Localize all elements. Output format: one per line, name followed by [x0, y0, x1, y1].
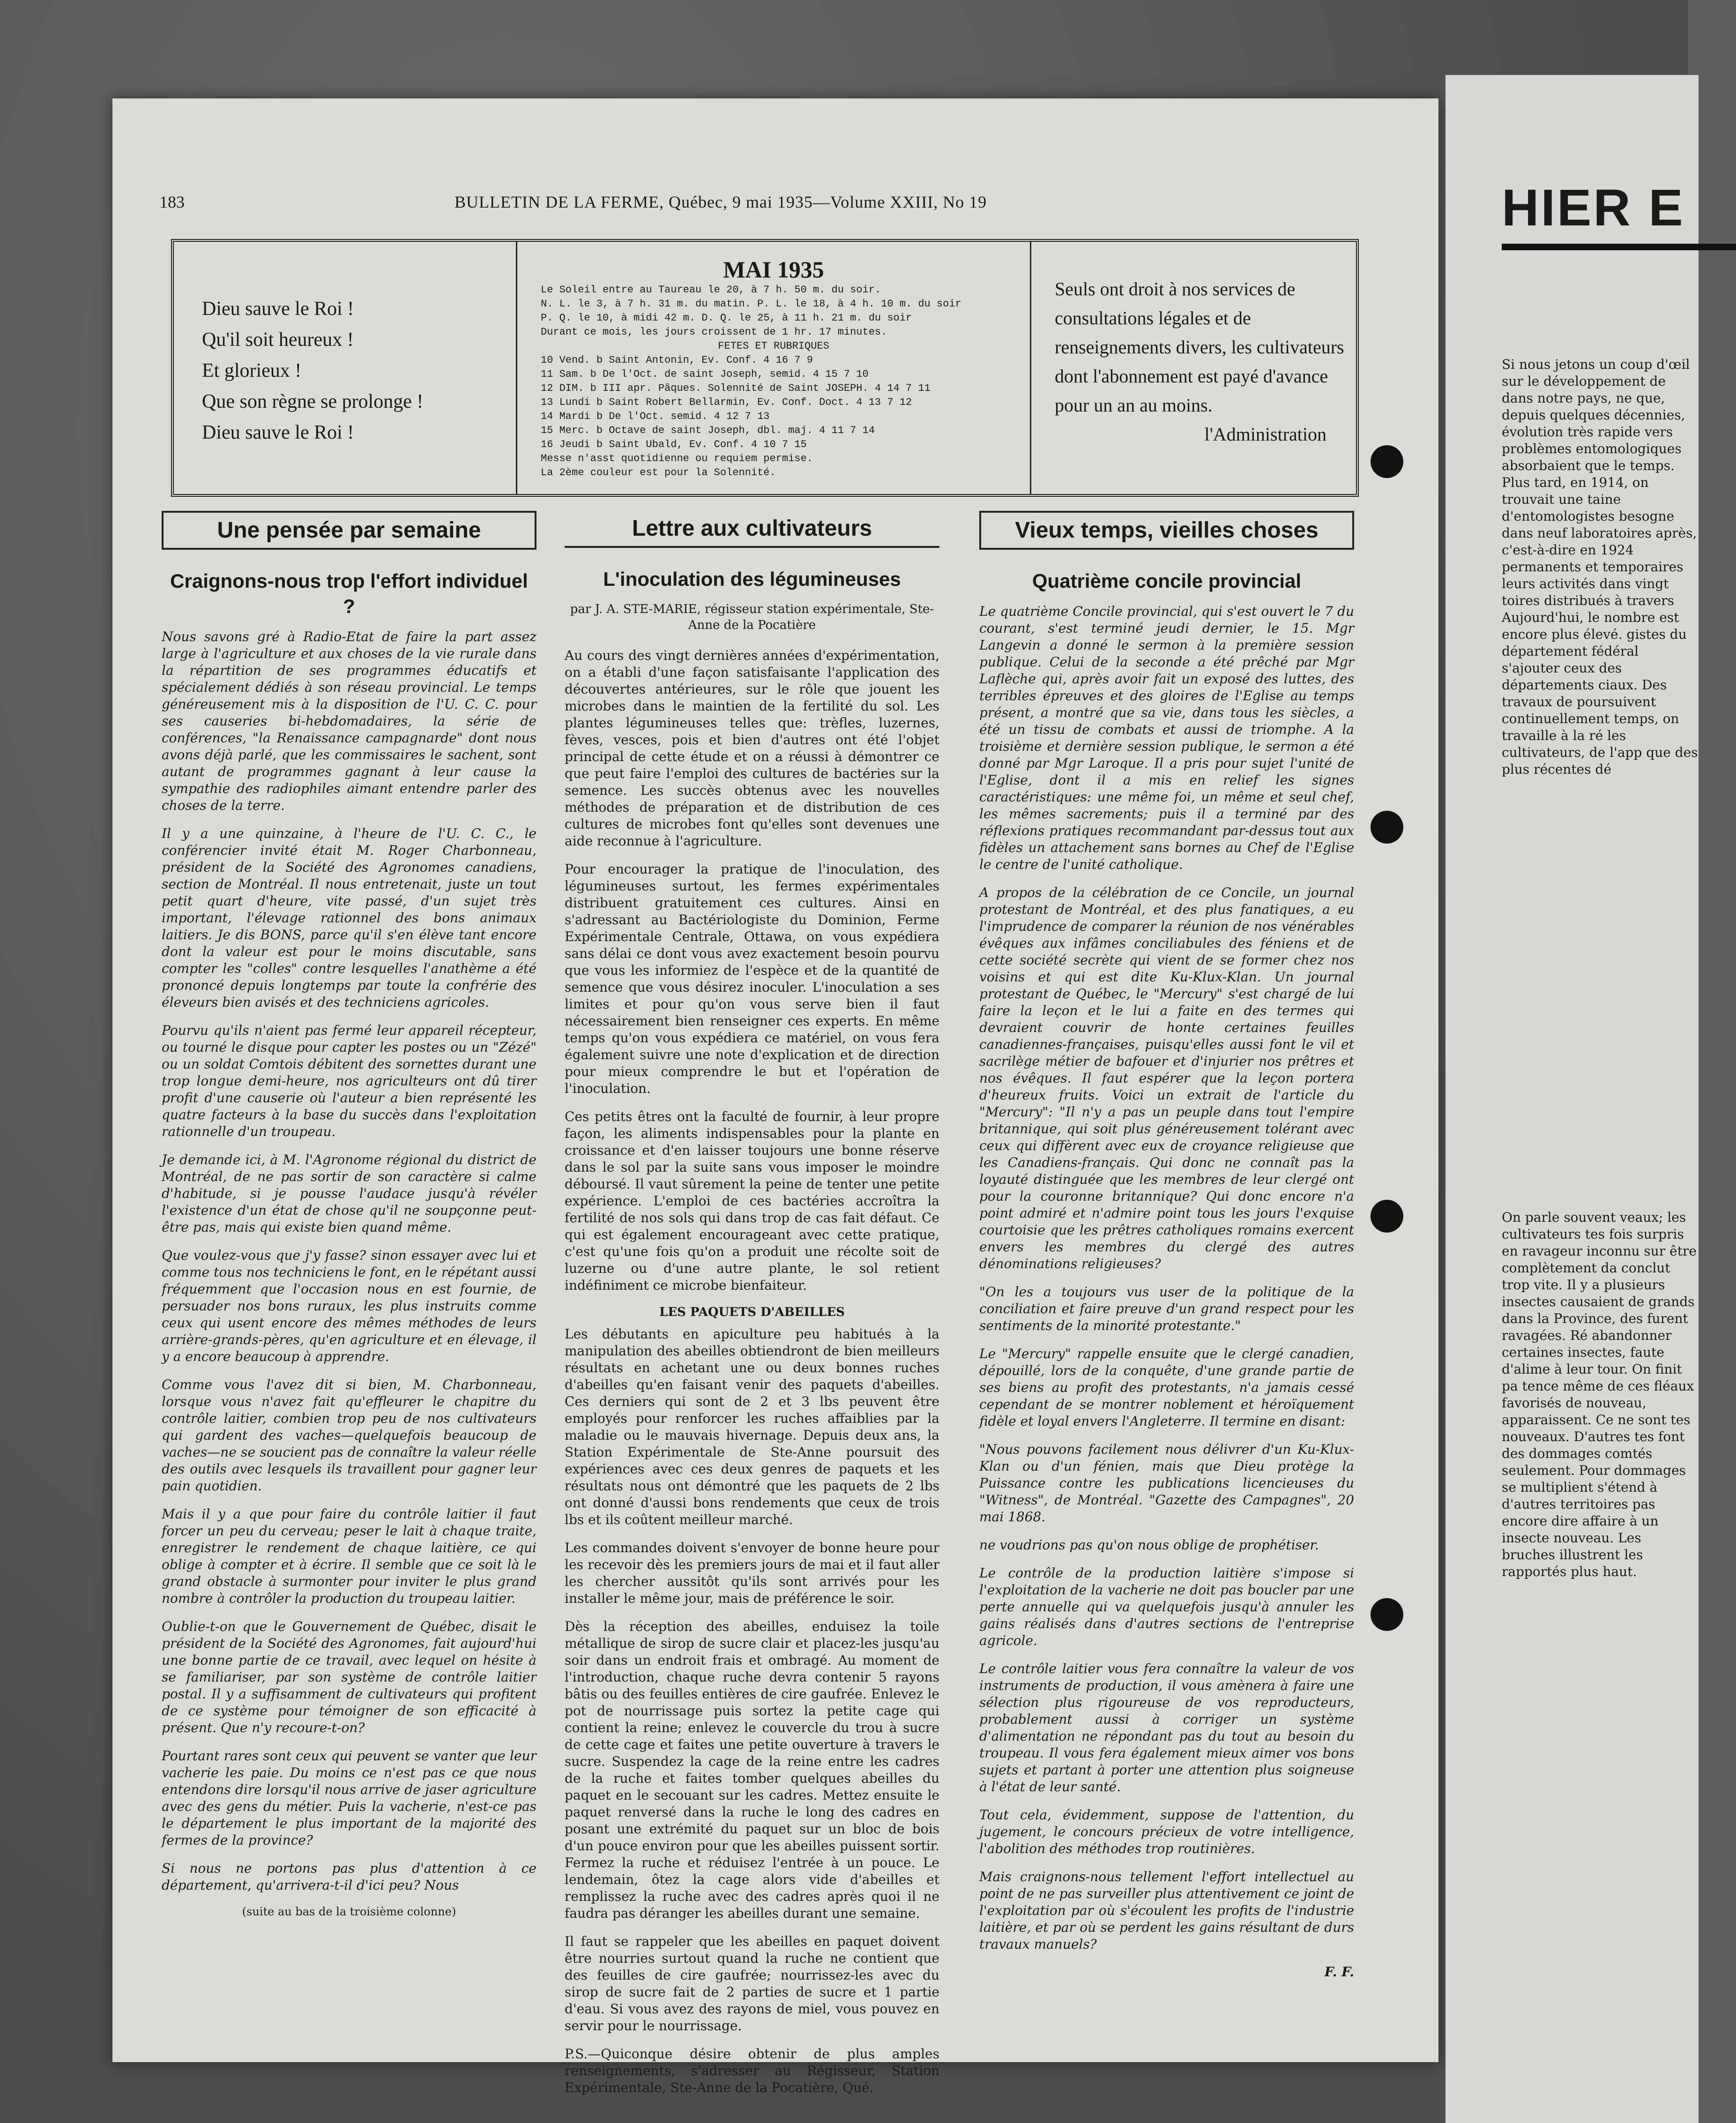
masthead-title: BULLETIN DE LA FERME, Québec, 9 mai 1935—Volume XXIII, No 19 [454, 193, 987, 211]
calendar-line: Le Soleil entre au Taureau le 20, à 7 h. 50 m. du soir. [541, 284, 881, 296]
paragraph: Le quatrième Concile provincial, qui s'est ouvert le 7 du courant, s'est terminé jeudi dernier, le 15. Mgr Langevin a donné le sermon à la première session publique. Celui de la seconde a été prêché par Mgr Laflèche qui, après avoir fait un exposé des luttes, des terribles épreuves et des gloires de l'Eglise au temps présent, a montré que sa vie, dans tous les siècles, a été un tissu de combats et aussi de triomphe. A la troisième et dernière session publique, le sermon a été donné par Mgr Laroque. Il a pris pour sujet l'unité de l'Eglise, dont il a mis en relief les signes caractéristiques: une même foi, un même et seul chef, les mêmes sacrements; puis il a terminé par des réflexions pratiques recommandant par-dessus tout aux fidèles un attachement sans bornes au Chef de l'Eglise le centre de l'unité catholique. [979, 604, 1354, 872]
calendar-block [516, 242, 1031, 495]
calendar-line: Messe n'asst quotidienne ou requiem permise. [541, 453, 813, 464]
paragraph: Pourtant rares sont ceux qui peuvent se vanter que leur vacherie les paie. Du moins ce n'est pas ce que nous entendons dire lorsqu'il nous arrive de jaser agriculture avec des gens du métier. Puis la vacherie, n'est-ce pas le département le plus important de la majorité des fermes de la province? [162, 1748, 536, 1848]
article-headline: Quatrième concile provincial [1032, 570, 1302, 592]
punch-hole [1371, 1200, 1403, 1233]
continuation-note: (suite au bas de la troisième colonne) [242, 1905, 456, 1918]
section-heading: LES PAQUETS D'ABEILLES [659, 1305, 845, 1319]
calendar-line: FETES ET RUBRIQUES [718, 340, 829, 352]
anthem-line: Qu'il soit heureux ! [202, 329, 354, 351]
paragraph: P.S.—Quiconque désire obtenir de plus amples renseignements, s'adresser au Régisseur, Station Expérimentale, Ste-Anne de la Pocatière, Qué. [565, 2046, 939, 2095]
calendar-line: 14 Mardi b De l'Oct. semid. 4 12 7 13 [541, 411, 770, 422]
paragraph: Ces petits êtres ont la faculté de fournir, à leur propre façon, les aliments indispensables pour la plante en croissance et d'en laisser toujours une bonne réserve dans le sol par la suite sans vous imposer le moindre déboursé. Il vaut sûrement la peine de tenter une petite expérience. L'emploi de ces bactéries accroîtra la fertilité de nos sols qui dans trop de cas fait défaut. Ce qui est également encourageant avec cette pratique, c'est qu'une fois qu'on a produit une récolte soit de luzerne ou d'une autre plante, le sol retient indéfiniment ce microbe bienfaiteur. [565, 1109, 939, 1293]
calendar-line: 15 Merc. b Octave de saint Joseph, dbl. maj. 4 11 7 14 [541, 425, 875, 436]
anthem-line: Et glorieux ! [202, 360, 302, 381]
column-1 [162, 511, 536, 2011]
signature: F. F. [1324, 1964, 1354, 1980]
anthem-line: Que son règne se prolonge ! [202, 391, 424, 412]
calendar-line: 10 Vend. b Saint Antonin, Ev. Conf. 4 16 7 9 [541, 354, 813, 366]
punch-hole [1371, 1598, 1403, 1631]
notice-signature: l'Administration [1204, 424, 1326, 445]
paragraph: Mais il y a que pour faire du contrôle laitier il faut forcer un peu du cerveau; peser le lait à chaque traite, enregistrer le rendement de chaque laitière, ce qui oblige à compter et à écrire. Il semble que ce soit là le grand obstacle à surmonter pour inviter le plus grand nombre à contrôler la production du troupeau laitier. [162, 1506, 536, 1606]
column-title: Une pensée par semaine [162, 511, 536, 550]
column-title: Vieux temps, vieilles choses [979, 511, 1354, 550]
anthem-line: Dieu sauve le Roi ! [202, 298, 354, 320]
paragraph: Tout cela, évidemment, suppose de l'attention, du jugement, le concours précieux de votre intelligence, l'abolition des méthodes trop routinières. [979, 1807, 1354, 1856]
paragraph: Il y a une quinzaine, à l'heure de l'U. C. C., le conférencier invité était M. Roger Charbonneau, président de la Société des Agronomes canadiens, section de Montréal. Il nous entretenait, juste un tout petit quart d'heure, vite passé, d'un sujet très important, l'élevage rationnel des bons animaux laitiers. Je dis BONS, parce qu'il s'en élève tant encore dont la valeur est pour le moins discutable, sans compter les "colles" contre lesquelles l'anathème a été prononcé depuis longtemps par toute la confrérie des éleveurs bien avisés et des techniciens agricoles. [162, 826, 536, 1010]
paragraph: Il faut se rappeler que les abeilles en paquet doivent être nourries surtout quand la ruche ne contient que des feuilles de cire gaufrée; nourrissez-les avec du sirop de sucre fait de 2 parties de sucre et 1 partie d'eau. Si vous avez des rayons de miel, vous pouvez en servir pour le nourrissage. [565, 1934, 939, 2033]
paragraph: Je demande ici, à M. l'Agronome régional du district de Montréal, de ne pas sortir de son caractère si calme d'habitude, si je pousse l'audace jusqu'à révéler l'existence d'un état de chose qu'il ne soupçonne peut-être pas, mais qui existe bien quand même. [162, 1152, 536, 1235]
adjacent-text-1: Si nous jetons un coup d'œil sur le développement de dans notre pays, ne que, depuis quelques décennies, évolution très rapide vers problèmes entomologiques absorbaient que le temps. Plus tard, en 1914, on trouvait une taine d'entomologistes besogne dans neuf laboratoires après, c'est-à-dire en 1924 permanents et temporaires leurs activités dans vingt toires distribués à travers Aujourd'hui, le nombre est encore plus élevé. gistes du département fédéral s'ajouter ceux des départements ciaux. Des travaux de poursuivent continuellement temps, on travaille à la ré les cultivateurs, de l'app que des plus récentes dé [1502, 357, 1698, 777]
paragraph: Dès la réception des abeilles, enduisez la toile métallique de sirop de sucre clair et placez-les jusqu'au soir dans un endroit frais et ombragé. Au moment de l'introduction, chaque ruche devra contenir 5 rayons bâtis ou des feuilles entières de cire gaufrée. Enlevez le pot de nourrissage puis sortez la petite cage qui contient la reine; enlevez le couvercle du trou à sucre de cette cage et faites une petite ouverture à travers le sucre. Suspendez la cage de la reine entre les cadres de la ruche et faites tomber quelques abeilles du paquet en le secouant sur les cadres. Mettez ensuite le paquet renversé dans la ruche le long des cadres en posant une extrémité du paquet sur un bloc de bois d'un pouce environ pour que les abeilles puissent sortir. Fermez la ruche et réduisez l'entrée à un pouce. Le lendemain, ôtez la cage alors vide d'abeilles et remplissez la ruche avec des cadres après quoi il ne faudra pas déranger les abeilles durant une semaine. [565, 1619, 939, 1921]
byline: par J. A. STE-MARIE, régisseur station expérimentale, Ste-Anne de la Pocatière [570, 602, 934, 632]
paragraph: Mais craignons-nous tellement l'effort intellectuel au point de ne pas surveiller plus attentivement ce joint de l'exploitation par où s'écoulent les profits de l'industrie laitière, et par où se perdent les gains résultant de durs travaux manuels? [979, 1869, 1354, 1952]
notice-text: Seuls ont droit à nos services de consultations légales et de renseignements divers, les cultivateurs dont l'abonnement est payé d'avance pour un an au moins. [1055, 278, 1344, 416]
adjacent-headline: HIER E [1502, 179, 1685, 237]
adjacent-page [1445, 75, 1699, 2123]
paragraph: Le contrôle laitier vous fera connaître la valeur de vos instruments de production, il vous amènera à faire une sélection plus rigoureuse de vos reproducteurs, probablement aussi à corriger un système d'alimentation ne répondant pas du tout au besoin du troupeau. Il vous fera également mieux aimer vos bons sujets et partant à porter une attention plus soigneuse à l'état de leur santé. [979, 1661, 1354, 1794]
punch-hole [1371, 811, 1403, 844]
paragraph: "On les a toujours vus user de la politique de la conciliation et faire preuve d'un grand respect pour les sentiments de la minorité protestante." [979, 1284, 1354, 1333]
calendar-title: MAI 1935 [723, 256, 824, 283]
column-2 [565, 511, 939, 2095]
anthem-line: Dieu sauve le Roi ! [202, 422, 354, 443]
paragraph: Si nous ne portons pas plus d'attention à ce département, qu'arrivera-t-il d'ici peu? Nous [162, 1861, 536, 1893]
paragraph: Nous savons gré à Radio-Etat de faire la part assez large à l'agriculture et aux choses de la vie rurale dans la répartition de ses programmes éducatifs et spécialement dédiés à son réseau provincial. Le temps généreusement mis à la disposition de l'U. C. C. pour ses causeries bi-hebdomadaires, la série de conférences, "la Renaissance campagnarde" dont nous avons déjà parlé, que les commissaires le sachent, sont autant de programmes gagnant à leur cause la sympathie des radiophiles aimant entendre parler des choses de la terre. [162, 629, 536, 813]
paragraph: Les commandes doivent s'envoyer de bonne heure pour les recevoir dès les premiers jours de mai et il faut aller les chercher aussitôt qu'ils sont arrivés pour les installer le même jour, mais de préférence le soir. [565, 1540, 939, 1606]
calendar-line: La 2ème couleur est pour la Solennité. [541, 467, 776, 478]
paragraph: Le contrôle de la production laitière s'impose si l'exploitation de la vacherie ne doit pas boucler par une perte annuelle qui va quelquefois jusqu'à annuler les gains réalisés dans d'autres sections de l'entreprise agricole. [979, 1565, 1354, 1648]
paragraph: Pour encourager la pratique de l'inoculation, des légumineuses surtout, les fermes expérimentales distribuent gratuitement ces cultures. Ainsi en s'adressant au Bactériologiste du Dominion, Ferme Expérimentale Centrale, Ottawa, on vous expédiera sans délai ce dont vous avez exactement besoin pourvu que vous les informiez de l'espèce et de la quantité de semence que vous désirez inoculer. L'inoculation a ses limites et pour qu'on vous serve bien il faut nécessairement bien renseigner ces experts. En même temps qu'on vous expédiera ce matériel, on vous fera également suivre une note d'explication et de direction pour mieux comprendre le but et l'opération de l'inoculation. [565, 861, 939, 1096]
calendar-line: N. L. le 3, à 7 h. 31 m. du matin. P. L. le 18, à 4 h. 10 m. du soir [541, 298, 961, 310]
adjacent-text-2: On parle souvent veaux; les cultivateurs tes fois surpris en ravageur inconnu sur être complètement da conclut trop vite. Il y a plusieurs insectes causaient de grands dans la Province, des furent ravagées. Ré abandonner certaines insectes, faute d'alime à leur tour. On finit pa tence même de ces fléaux favorisés de nouveau, apparaissent. Ce ne sont tes nouveaux. D'autres tes font des dommages comtés seulement. Pour dommages se multiplient s'étend à d'autres territoires pas encore dire affaire à un insecte nouveau. Les bruches illustrent les rapportés plus haut. [1502, 1210, 1697, 1579]
calendar-line: Durant ce mois, les jours croissent de 1 hr. 17 minutes. [541, 326, 887, 338]
calendar-line: P. Q. le 10, à midi 42 m. D. Q. le 25, à 11 h. 21 m. du soir [541, 312, 912, 324]
anthem-block [202, 293, 423, 448]
paragraph: ne voudrions pas qu'on nous oblige de prophétiser. [979, 1537, 1319, 1553]
calendar-line: 11 Sam. b De l'Oct. de saint Joseph, semid. 4 15 7 10 [541, 368, 869, 380]
article-headline: L'inoculation des légumineuses [603, 568, 901, 590]
page-number: 183 [159, 193, 185, 211]
paragraph: Les débutants en apiculture peu habitués à la manipulation des abeilles obtiendront de bien meilleurs résultats en achetant une ou deux bonnes ruches d'abeilles qu'en faisant venir des paquets d'abeilles. Ces derniers qui sont de 2 et 3 lbs peuvent être employés pour renforcer les ruches affaiblies par la maladie ou le mauvais hivernage. Depuis deux ans, la Station Expérimentale de Ste-Anne poursuit des expériences avec ces deux genres de paquets et les résultats nous ont démontré que les paquets de 2 lbs ont donné d'aussi bons rendements que ceux de trois lbs et ils coûtent meilleur marché. [565, 1326, 939, 1527]
column-title: Lettre aux cultivateurs [565, 511, 939, 548]
paragraph: A propos de la célébration de ce Concile, un journal protestant de Montréal, et des plus fanatiques, a eu l'imprudence de comparer la réunion de nos vénérables évêques aux infâmes conciliabules des féniens et de cette société secrète qui vient de se former chez nos voisins et qui est dite Ku-Klux-Klan. Un journal protestant de Québec, le "Mercury" s'est chargé de lui faire la leçon et le lui a faite en des termes qui devraient couvrir de honte certaines feuilles canadiennes-françaises, puisqu'elles aussi font le vil et sacrilège métier de bafouer et d'injurier nos prêtres et nos évêques. Il faut espérer que la leçon portera d'heureux fruits. Voici un extrait de l'article du "Mercury": "Il n'y a pas un peuple dans tout l'empire britannique, qui soit plus généreusement tolérant avec ceux qui diffèrent avec eux de croyance religieuse que les Canadiens-français. Qui donc ne connaît pas la loyauté distinguée que les membres de leur clergé ont pour la couronne britannique? Qui donc encore n'a point admiré et n'admire point tous les jours l'exquise courtoisie que les prêtres catholiques romains exercent envers les membres du clergé des autres dénominations religieuses? [979, 885, 1354, 1271]
paragraph: Au cours des vingt dernières années d'expérimentation, on a établi d'une façon satisfaisante l'application des découvertes antérieures, sur le rôle que jouent les microbes dans le maintien de la fertilité du sol. Les plantes légumineuses telles que: trèfles, luzernes, fèves, vesces, pois et bien d'autres ont été l'objet principal de cette étude et on a réussi à démontrer ce que peut faire l'emploi des cultures de bactéries sur la semence. Les succès obtenus avec les nouvelles méthodes de préparation et de distribution de ces cultures de microbes font qu'elles sont devenues une aide reconnue à l'agriculture. [565, 648, 939, 849]
calendar-line: 13 Lundi b Saint Robert Bellarmin, Ev. Conf. Doct. 4 13 7 12 [541, 396, 912, 408]
article-headline: Craignons-nous trop l'effort individuel ? [170, 570, 528, 617]
punch-hole [1371, 445, 1403, 478]
paragraph: Le "Mercury" rappelle ensuite que le clergé canadien, dépouillé, lors de la conquête, d'une grande partie de ses biens au profit des protestants, n'a jamais cessé cependant de se montrer noblement et héroïquement fidèle et loyal envers l'Angleterre. Il termine en disant: [979, 1346, 1354, 1429]
paragraph: Pourvu qu'ils n'aient pas fermé leur appareil récepteur, ou tourné le disque pour capter les postes ou un "Zézé" ou un soldat Comtois débitent des sornettes durant une trop longue demi-heure, nos agriculteurs ont dû tirer profit d'une causerie où l'auteur a bien représenté les quatre facteurs à la base du succès dans l'exploitation rationnelle d'un troupeau. [162, 1023, 536, 1139]
paragraph: Que voulez-vous que j'y fasse? sinon essayer avec lui et comme tous nos techniciens le font, en le répétant aussi fréquemment que l'occasion nous en est fournie, de persuader nos bons ruraux, les plus instruits comme ceux qui usent encore des mêmes méthodes de leurs arrière-grands-pères, qu'en agriculture et en élevage, il y a encore beaucoup à apprendre. [162, 1248, 536, 1364]
paragraph: Comme vous l'avez dit si bien, M. Charbonneau, lorsque vous n'avez fait qu'effleurer le chapitre du contrôle laitier, combien trop peu de nos cultivateurs qui gardent des vaches—quelquefois beaucoup de vaches—ne se soucient pas de connaître la valeur réelle des outils avec lesquels ils travaillent pour gagner leur pain quotidien. [162, 1377, 536, 1494]
paragraph: "Nous pouvons facilement nous délivrer d'un Ku-Klux-Klan ou d'un fénien, mais que Dieu protège la Puissance contre les publications licencieuses du "Witness", de Montréal. "Gazette des Campagnes", 20 mai 1868. [979, 1442, 1354, 1525]
notice-block [1055, 275, 1345, 449]
calendar-line: 16 Jeudi b Saint Ubald, Ev. Conf. 4 10 7 15 [541, 439, 807, 450]
top-banner-box [171, 239, 1359, 497]
calendar-line: 12 DIM. b III apr. Pâques. Solennité de Saint JOSEPH. 4 14 7 11 [541, 382, 931, 394]
paragraph: Oublie-t-on que le Gouvernement de Québec, disait le président de la Société des Agronomes, fait aujourd'hui une bonne partie de ce travail, avec lequel on hésite à se familiariser, par son système de contrôle laitier postal. Il y a suffisamment de cultivateurs qui profitent de ce système pour témoigner de son efficacité à présent. Que n'y recoure-t-on? [162, 1619, 536, 1735]
headline-rule [1502, 244, 1736, 250]
column-3 [979, 511, 1354, 2011]
